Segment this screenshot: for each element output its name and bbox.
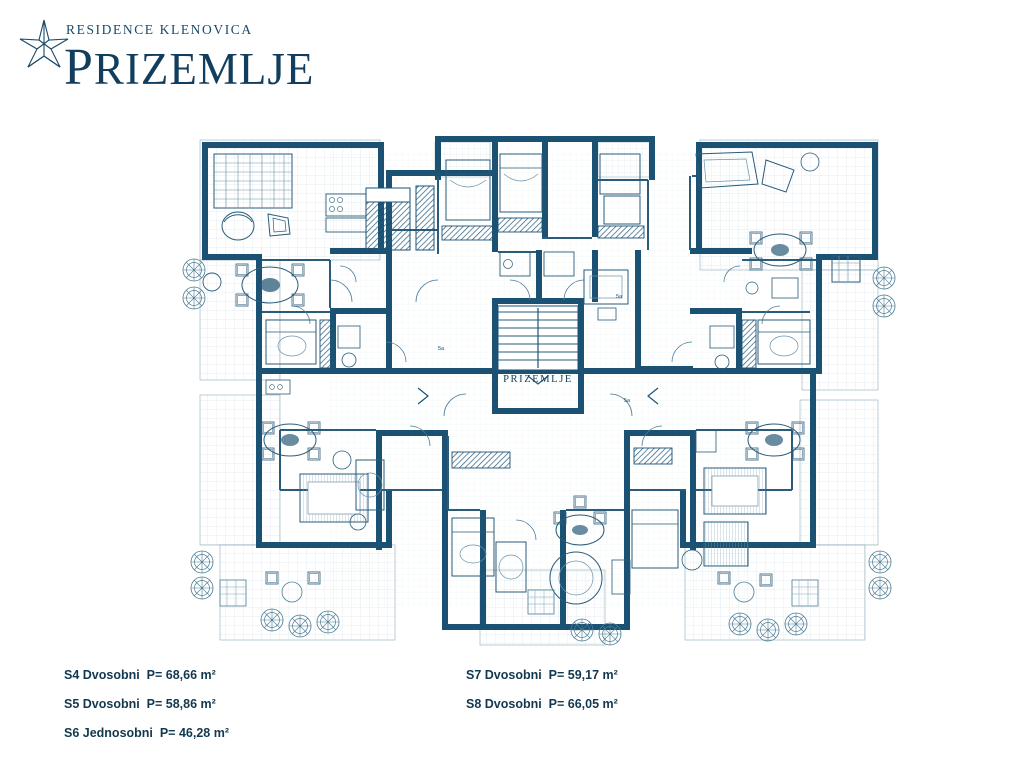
legend-right-column xyxy=(466,668,846,726)
brand-name: RESIDENCE KLENOVICA xyxy=(66,22,253,37)
page-title-initial: P xyxy=(64,39,94,96)
apartment-legend xyxy=(0,668,1030,764)
stair-marker-2: 5a xyxy=(616,294,623,300)
legend-item: S5 Dvosobni P= 58,86 m² xyxy=(64,697,216,711)
floor-plan-drawing xyxy=(180,130,900,650)
page-title xyxy=(64,38,314,97)
page-title-rest: RIZEMLJE xyxy=(93,44,315,94)
legend-left-column xyxy=(64,668,444,755)
legend-item: S7 Dvosobni P= 59,17 m² xyxy=(466,668,618,682)
stair-marker-1: 5a xyxy=(438,346,445,352)
plan-center-label: PRIZEMLJE xyxy=(503,374,573,385)
legend-item: S6 Jednosobni P= 46,28 m² xyxy=(64,726,229,740)
star-icon xyxy=(18,18,70,80)
legend-item: S8 Dvosobni P= 66,05 m² xyxy=(466,697,618,711)
legend-item: S4 Dvosobni P= 68,66 m² xyxy=(64,668,216,682)
stair-marker-4: 5a xyxy=(420,432,427,438)
stair-marker-3: 5a xyxy=(624,398,631,404)
floor-plan xyxy=(180,130,900,650)
page-header xyxy=(0,0,1030,120)
